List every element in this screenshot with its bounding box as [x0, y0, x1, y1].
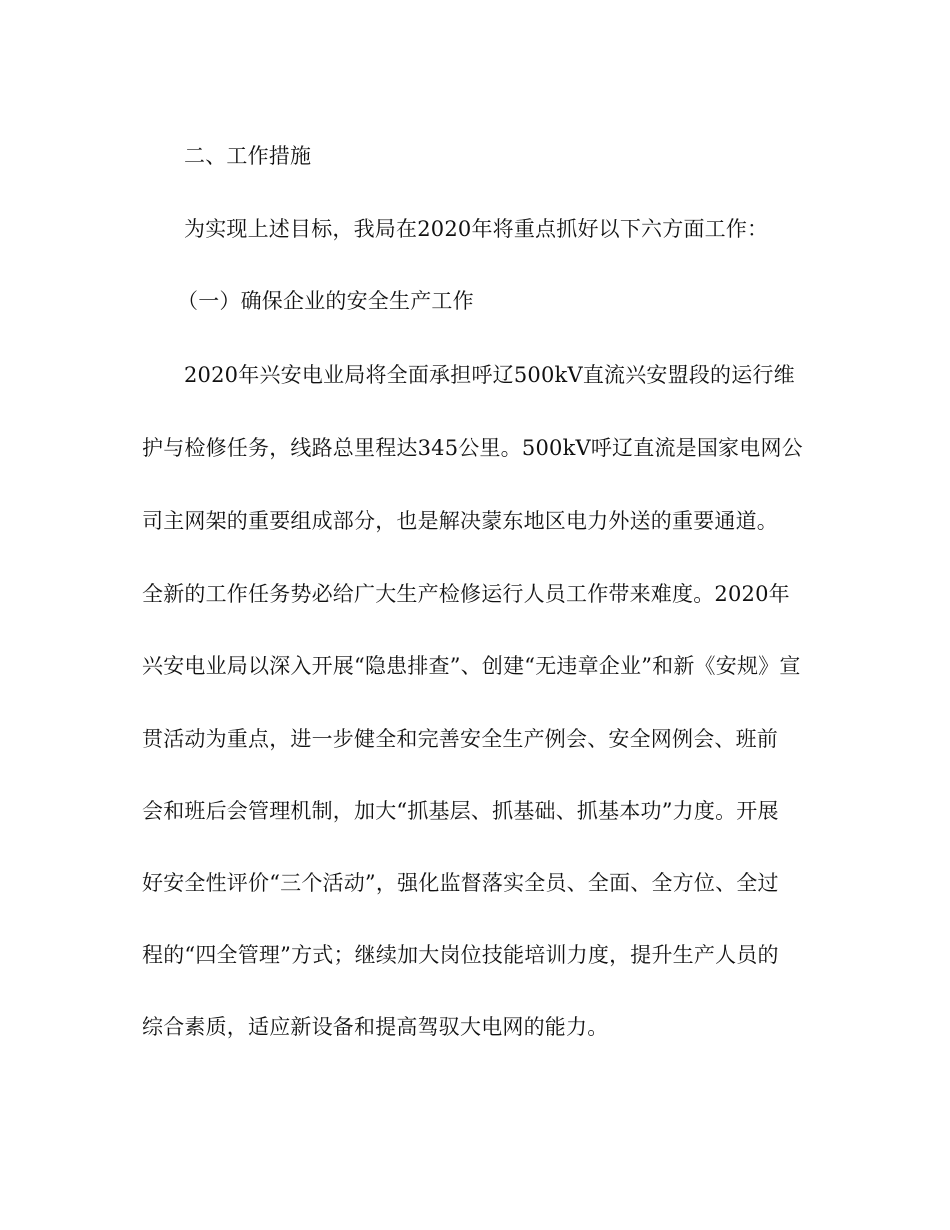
paragraph-line: 全新的工作任务势必给广大生产检修运行人员工作带来难度。2020年	[142, 582, 790, 606]
subsection-heading: （一）确保企业的安全生产工作	[177, 289, 474, 313]
paragraph-line: 兴安电业局以深入开展“隐患排查”、创建“无违章企业”和新《安规》宣	[142, 654, 801, 678]
paragraph-line: 综合素质，适应新设备和提高驾驭大电网的能力。	[142, 1015, 609, 1039]
intro-paragraph: 为实现上述目标，我局在2020年将重点抓好以下六方面工作：	[184, 217, 769, 241]
paragraph-line: 护与检修任务，线路总里程达345公里。500kV呼辽直流是国家电网公	[142, 436, 803, 460]
paragraph-line: 好安全性评价“三个活动”，强化监督落实全员、全面、全方位、全过	[142, 871, 779, 895]
paragraph-line: 司主网架的重要组成部分，也是解决蒙东地区电力外送的重要通道。	[142, 509, 778, 533]
paragraph-line: 2020年兴安电业局将全面承担呼辽500kV直流兴安盟段的运行维	[184, 363, 795, 387]
paragraph-line: 会和班后会管理机制，加大“抓基层、抓基础、抓基本功”力度。开展	[142, 799, 779, 823]
paragraph-line: 程的“四全管理”方式；继续加大岗位技能培训力度，提升生产人员的	[142, 943, 779, 967]
paragraph-line: 贯活动为重点，进一步健全和完善安全生产例会、安全网例会、班前	[142, 727, 778, 751]
section-heading: 二、工作措施	[184, 144, 312, 168]
